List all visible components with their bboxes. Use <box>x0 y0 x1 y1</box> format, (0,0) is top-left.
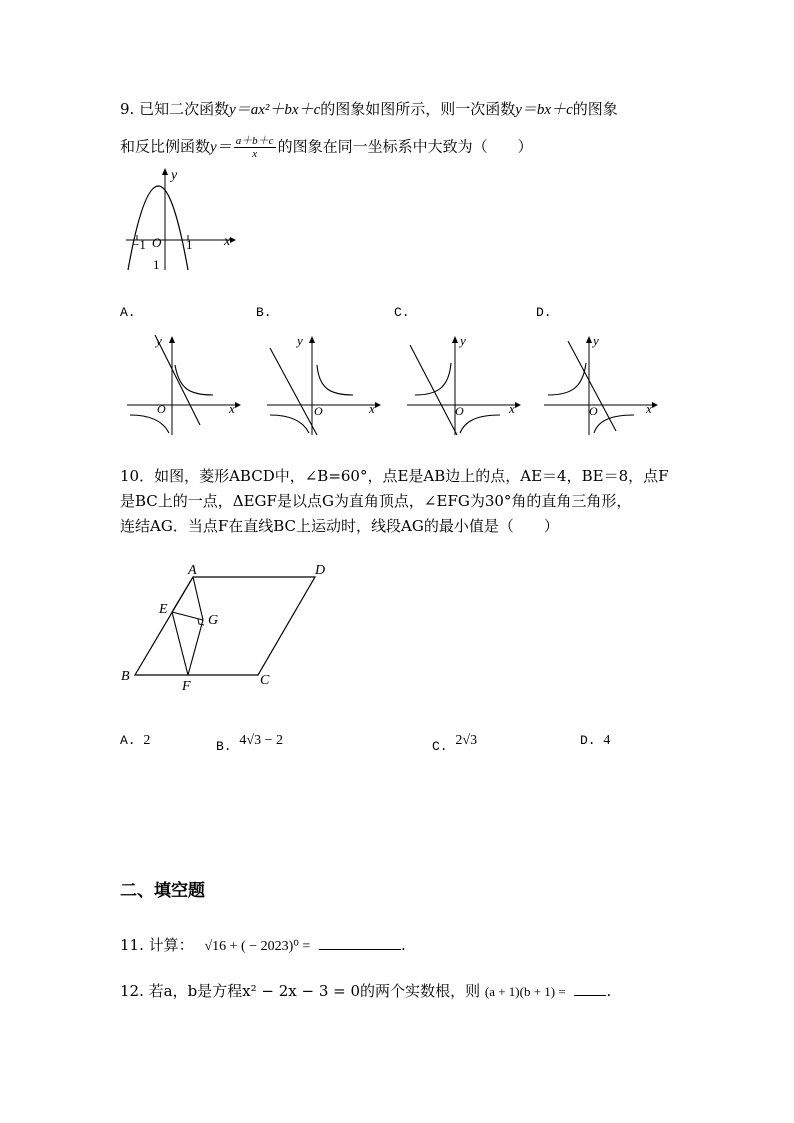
q12-period: . <box>606 982 612 1000</box>
q9-graph-y-label: y <box>171 168 178 183</box>
q9-y-eq: y＝ <box>210 139 232 156</box>
q9-text: 已知二次函数 <box>139 100 230 118</box>
answer-letter: C. <box>432 739 448 754</box>
vertex-d-label: D <box>315 563 326 578</box>
option-a-origin: O <box>157 402 166 416</box>
q9-text: 的图象 <box>572 100 618 118</box>
q10-answer-a[interactable] <box>120 733 150 749</box>
q10-line1: 10．如图，菱形ABCD中，∠B=60°，点E是AB边上的点，AE＝4，BE＝8，点F <box>120 467 669 485</box>
q11-period: . <box>401 936 406 954</box>
option-a-x-label: x <box>229 401 235 416</box>
option-c-x-label: x <box>509 401 515 416</box>
option-d-x-label: x <box>646 401 652 416</box>
q9-text: 的图象如图所示，则一次函数 <box>320 100 516 118</box>
fraction-numerator: a＋b＋c <box>235 135 274 147</box>
q9-option-d-letter[interactable]: D. <box>536 305 552 320</box>
q9-graph-pos1: 1 <box>186 237 193 252</box>
q12-line <box>120 980 611 1001</box>
answer-value: 4 <box>603 733 611 748</box>
answer-value: 2 <box>143 733 151 748</box>
q9-option-b-letter[interactable]: B. <box>256 305 272 320</box>
q9-line1 <box>120 98 618 119</box>
answer-letter: A. <box>120 733 136 748</box>
point-g-label: G <box>208 613 219 628</box>
q11-line <box>120 934 406 955</box>
q9-text: 和反比例函数 <box>120 137 211 156</box>
q10-answer-d[interactable] <box>580 733 610 749</box>
q9-option-c-letter[interactable]: C. <box>394 305 410 320</box>
point-e-label: E <box>159 602 168 617</box>
section-title: 二、填空题 <box>120 881 205 901</box>
point-f-label: F <box>182 679 191 693</box>
answer-value: 2√3 <box>455 733 478 748</box>
q9-text: 的图象在同一坐标系中大致为（ ） <box>277 137 533 156</box>
q9-parabola-graph <box>118 165 243 275</box>
q11-expression: √16 + ( − 2023)⁰ = <box>204 939 311 954</box>
q9-graph-bottom-label: 1 <box>153 257 160 272</box>
option-c-y-label: y <box>460 333 466 348</box>
q9-graph-origin: O <box>152 235 162 250</box>
q10-answer-b[interactable] <box>216 733 284 754</box>
answer-letter: D. <box>580 733 596 748</box>
q9-graph-neg1: −1 <box>132 237 146 252</box>
q10-answer-c[interactable] <box>432 733 478 754</box>
q12-answer-blank[interactable] <box>574 981 606 996</box>
q10-line3: 连结AG．当点F在直线BC上运动时，线段AG的最小值是（ ） <box>120 517 559 535</box>
q9-option-a-graph[interactable] <box>125 333 245 438</box>
q9-option-b-graph[interactable] <box>265 333 385 438</box>
vertex-c-label: C <box>260 673 270 688</box>
option-a-y-label: y <box>156 333 162 348</box>
answer-letter: B. <box>216 739 232 754</box>
q12-text: 若a，b是方程x² − 2x − 3 = 0的两个实数根，则 <box>148 982 481 1000</box>
option-b-x-label: x <box>369 401 375 416</box>
q11-answer-blank[interactable] <box>319 935 401 950</box>
q9-linear: y＝bx＋c <box>515 102 573 118</box>
option-c-origin: O <box>455 404 464 418</box>
q9-number: 9. <box>120 100 135 118</box>
q12-number: 12. <box>120 982 144 1000</box>
answer-value: 4√3 − 2 <box>239 733 284 748</box>
q9-fraction <box>234 135 276 160</box>
q9-line2 <box>120 135 533 160</box>
q9-graph-x-label: x <box>224 234 231 249</box>
q9-option-c-graph[interactable] <box>405 333 525 438</box>
q9-option-a-letter[interactable]: A. <box>120 305 136 320</box>
option-b-y-label: y <box>297 333 303 348</box>
vertex-a-label: A <box>188 563 197 578</box>
q9-option-d-graph[interactable] <box>542 333 662 438</box>
q10-rhombus-figure <box>115 558 345 693</box>
option-b-origin: O <box>314 404 323 418</box>
q11-number: 11. <box>120 936 144 954</box>
option-d-origin: O <box>589 404 598 418</box>
q9-quadratic: y＝ax²＋bx＋c <box>229 102 321 118</box>
option-d-y-label: y <box>593 333 599 348</box>
q11-text: 计算： <box>148 936 194 954</box>
vertex-b-label: B <box>121 669 130 684</box>
fraction-denominator: x <box>252 148 258 160</box>
q10-line2: 是BC上的一点，ΔEGF是以点G为直角顶点，∠EFG为30°角的直角三角形， <box>120 492 632 510</box>
q12-expression: (a + 1)(b + 1) = <box>484 984 566 999</box>
